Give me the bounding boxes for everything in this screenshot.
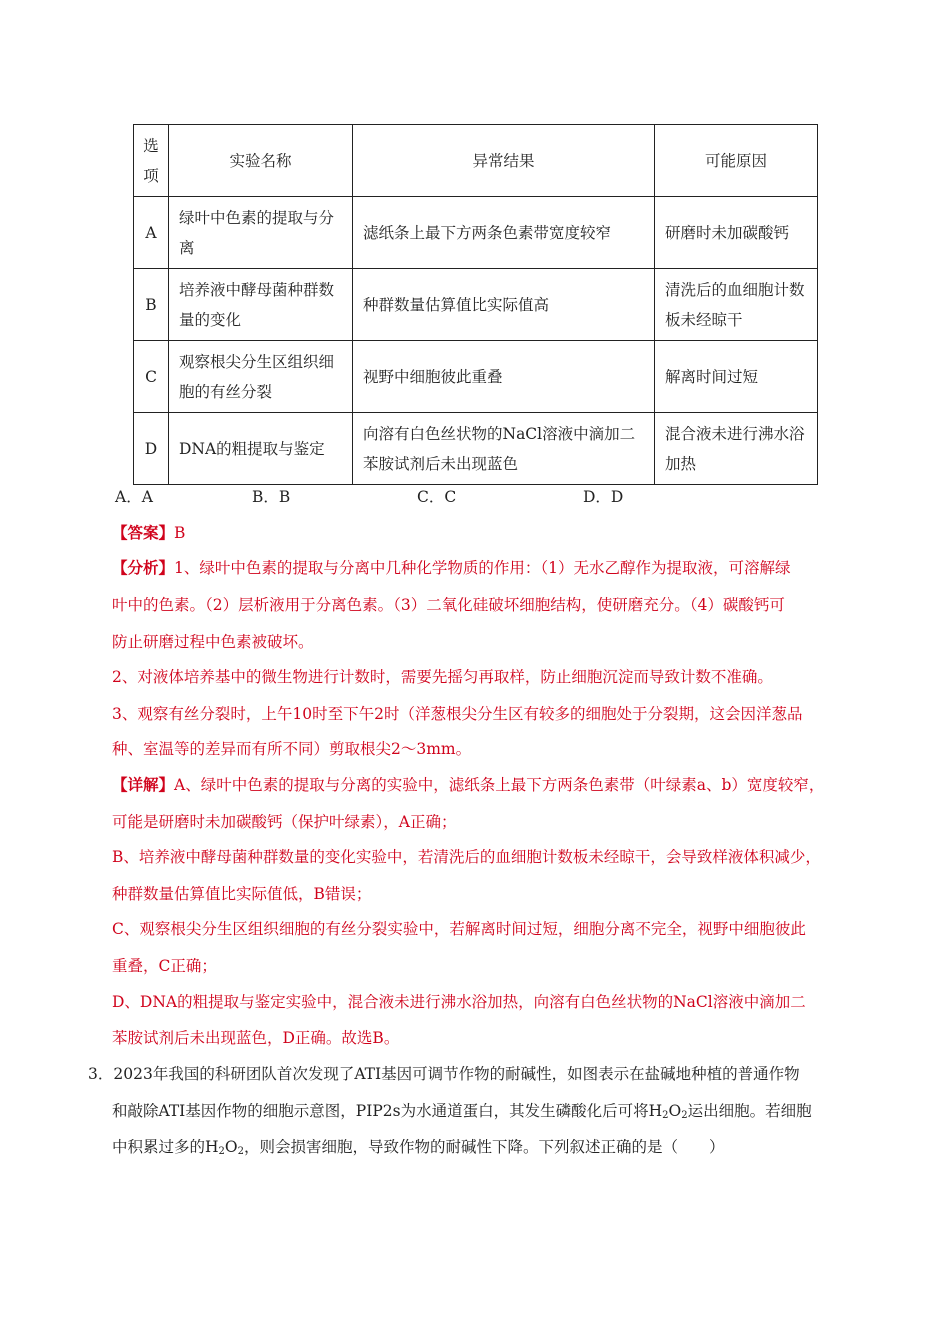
subscript: 2 bbox=[662, 1110, 669, 1121]
question-text-1: 2023年我国的科研团队首次发现了ATI基因可调节作物的耐碱性，如图表示在盐碱地种植的普通作物 bbox=[113, 1065, 800, 1083]
subscript: 2 bbox=[681, 1110, 688, 1121]
analysis-line-5: 3、观察有丝分裂时，上午10时至下午2时（洋葱根尖分生区有较多的细胞处于分裂期，这会因洋葱品 bbox=[112, 705, 803, 723]
answer-tag: 【答案】 bbox=[112, 523, 175, 542]
choice-b: B．B bbox=[252, 488, 291, 506]
detail-line-2: 可能是研磨时未加碳酸钙（保护叶绿素），A正确； bbox=[112, 813, 457, 831]
choice-a: A．A bbox=[115, 488, 153, 506]
question-text-3c: O bbox=[224, 1138, 238, 1156]
row-option: B bbox=[134, 269, 169, 341]
question-text-2a: 和敲除ATI基因作物的细胞示意图，PIP2s为水通道蛋白，其发生磷酸化后可将H bbox=[112, 1102, 663, 1120]
table-row bbox=[134, 269, 818, 341]
detail-line-5: C、观察根尖分生区组织细胞的有丝分裂实验中，若解离时间过短，细胞分离不完全，视野中细胞彼此 bbox=[112, 920, 806, 938]
choice-c: C．C bbox=[417, 488, 457, 506]
detail-line-8: 苯胺试剂后未出现蓝色，D正确。故选B。 bbox=[112, 1029, 400, 1047]
choice-d: D．D bbox=[583, 488, 624, 506]
analysis-line-4: 2、对液体培养基中的微生物进行计数时，需要先摇匀再取样，防止细胞沉淀而导致计数不准确。 bbox=[112, 668, 773, 686]
question-text-3a: 中积累过多的H bbox=[112, 1138, 219, 1156]
table-header-row bbox=[134, 125, 818, 197]
experiment-table bbox=[133, 124, 818, 485]
table-row bbox=[134, 341, 818, 413]
analysis-line-1 bbox=[112, 556, 791, 580]
question-3-line-1 bbox=[88, 1062, 800, 1086]
table-row bbox=[134, 197, 818, 269]
row-result: 滤纸条上最下方两条色素带宽度较窄 bbox=[353, 197, 655, 269]
row-cause: 混合液未进行沸水浴加热 bbox=[655, 413, 818, 485]
row-experiment: 培养液中酵母菌种群数量的变化 bbox=[169, 269, 353, 341]
subscript: 2 bbox=[237, 1146, 244, 1157]
row-result: 向溶有白色丝状物的NaCl溶液中滴加二苯胺试剂后未出现蓝色 bbox=[353, 413, 655, 485]
question-text-2e: 运出细胞。若细胞 bbox=[687, 1102, 812, 1120]
header-result: 异常结果 bbox=[353, 125, 655, 197]
row-experiment: 观察根尖分生区组织细胞的有丝分裂 bbox=[169, 341, 353, 413]
question-text-2c: O bbox=[668, 1102, 682, 1120]
row-result: 种群数量估算值比实际值高 bbox=[353, 269, 655, 341]
row-result: 视野中细胞彼此重叠 bbox=[353, 341, 655, 413]
row-option: D bbox=[134, 413, 169, 485]
analysis-line-2: 叶中的色素。（2）层析液用于分离色素。（3）二氧化硅破坏细胞结构，使研磨充分。（4）碳酸钙可 bbox=[112, 596, 785, 614]
header-experiment: 实验名称 bbox=[169, 125, 353, 197]
analysis-line-6: 种、室温等的差异而有所不同）剪取根尖2～3mm。 bbox=[112, 740, 472, 758]
row-option: C bbox=[134, 341, 169, 413]
answer-choices bbox=[115, 485, 815, 509]
detail-text-1: A、绿叶中色素的提取与分离的实验中，滤纸条上最下方两条色素带（叶绿素a、b）宽度较窄， bbox=[174, 776, 825, 794]
question-text-3e: ，则会损害细胞，导致作物的耐碱性下降。下列叙述正确的是（ ） bbox=[244, 1138, 725, 1156]
question-3-line-3 bbox=[112, 1135, 725, 1164]
subscript: 2 bbox=[218, 1146, 225, 1157]
detail-tag: 【详解】 bbox=[112, 775, 175, 794]
detail-line-7: D、DNA的粗提取与鉴定实验中，混合液未进行沸水浴加热，向溶有白色丝状物的NaCl溶液中滴加二 bbox=[112, 993, 806, 1011]
row-experiment: 绿叶中色素的提取与分离 bbox=[169, 197, 353, 269]
row-cause: 研磨时未加碳酸钙 bbox=[655, 197, 818, 269]
analysis-text-1: 1、绿叶中色素的提取与分离中几种化学物质的作用：（1）无水乙醇作为提取液，可溶解绿 bbox=[174, 559, 791, 577]
answer-value: B bbox=[174, 524, 186, 542]
question-3-line-2 bbox=[112, 1099, 812, 1128]
header-option: 选项 bbox=[134, 125, 169, 197]
row-cause: 解离时间过短 bbox=[655, 341, 818, 413]
row-cause: 清洗后的血细胞计数板未经晾干 bbox=[655, 269, 818, 341]
analysis-line-3: 防止研磨过程中色素被破坏。 bbox=[112, 633, 314, 651]
header-cause: 可能原因 bbox=[655, 125, 818, 197]
table-row bbox=[134, 413, 818, 485]
detail-line-1 bbox=[112, 773, 824, 797]
answer-line bbox=[112, 521, 185, 545]
question-number: 3． bbox=[88, 1065, 114, 1083]
detail-line-6: 重叠，C正确； bbox=[112, 957, 217, 975]
row-option: A bbox=[134, 197, 169, 269]
row-experiment: DNA的粗提取与鉴定 bbox=[169, 413, 353, 485]
detail-line-4: 种群数量估算值比实际值低，B错误； bbox=[112, 885, 372, 903]
analysis-tag: 【分析】 bbox=[112, 558, 175, 577]
detail-line-3: B、培养液中酵母菌种群数量的变化实验中，若清洗后的血细胞计数板未经晾干，会导致样液体积减少， bbox=[112, 848, 821, 866]
